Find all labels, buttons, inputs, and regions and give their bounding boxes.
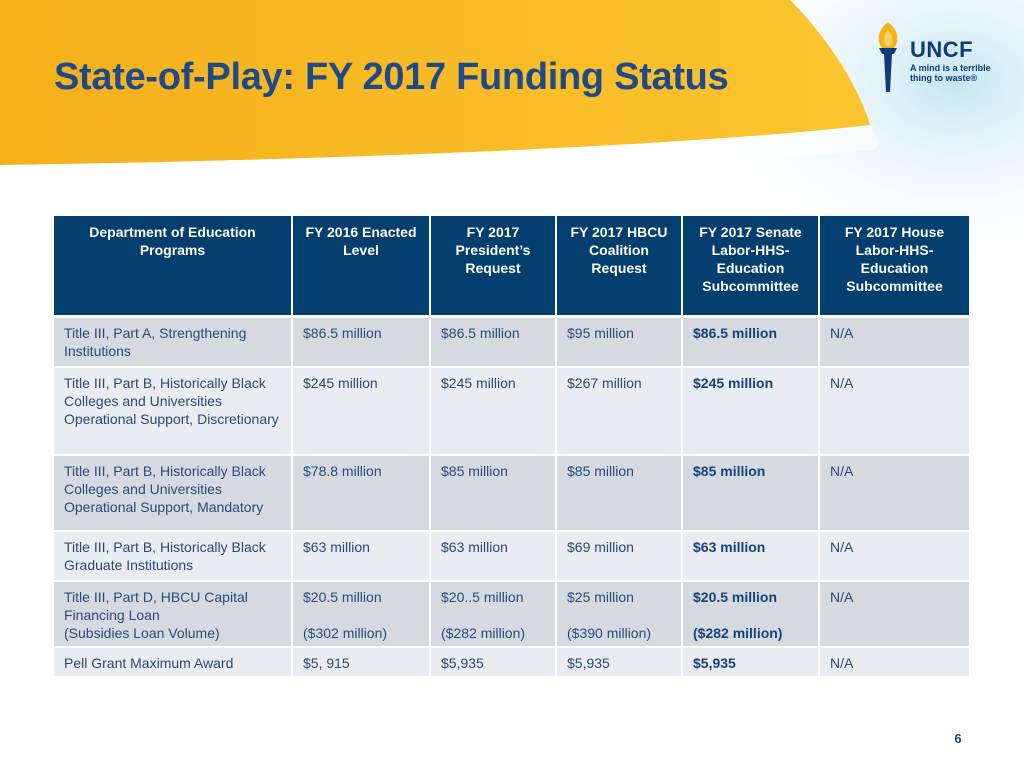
table-header-row: [54, 216, 969, 317]
amount: $25 million: [567, 588, 634, 605]
table-row: [54, 455, 969, 531]
president-cell: $85 million: [430, 455, 556, 531]
fy2016-cell: $86.5 million: [292, 317, 430, 367]
loan-volume: ($282 million): [693, 624, 783, 641]
senate-cell: [682, 581, 819, 647]
president-cell: [430, 581, 556, 647]
president-cell: $5,935: [430, 647, 556, 677]
header-house: FY 2017 House Labor-HHS-Education Subcommittee: [819, 216, 969, 317]
page-title: State-of-Play: FY 2017 Funding Status: [54, 56, 729, 98]
program-subline: (Subsidies Loan Volume): [64, 624, 220, 641]
amount: $20..5 million: [441, 588, 524, 605]
president-cell: $245 million: [430, 367, 556, 455]
fy2016-cell: $63 million: [292, 531, 430, 581]
fy2016-cell: $5, 915: [292, 647, 430, 677]
logo-name: UNCF: [910, 37, 974, 62]
hbcu-cell: $5,935: [556, 647, 682, 677]
header-president: FY 2017 President’s Request: [430, 216, 556, 317]
fy2016-cell: [292, 581, 430, 647]
president-cell: $86.5 million: [430, 317, 556, 367]
house-cell: N/A: [819, 647, 969, 677]
senate-cell: $245 million: [682, 367, 819, 455]
senate-cell: $5,935: [682, 647, 819, 677]
table-row: [54, 647, 969, 677]
fy2016-cell: $245 million: [292, 367, 430, 455]
header-hbcu: FY 2017 HBCU Coalition Request: [556, 216, 682, 317]
program-cell: Title III, Part B, Historically Black Colleges and Universities Operational Support, Discretionary: [54, 367, 292, 455]
house-cell: N/A: [819, 455, 969, 531]
loan-volume: ($282 million): [441, 624, 526, 641]
hbcu-cell: $85 million: [556, 455, 682, 531]
program-line: Title III, Part D, HBCU Capital Financing Loan: [64, 588, 248, 623]
torch-icon: [870, 18, 906, 98]
senate-cell: $63 million: [682, 531, 819, 581]
header-fy2016: FY 2016 Enacted Level: [292, 216, 430, 317]
table-row: [54, 367, 969, 455]
table-row: [54, 531, 969, 581]
program-cell: Title III, Part B, Historically Black Graduate Institutions: [54, 531, 292, 581]
program-cell: Pell Grant Maximum Award: [54, 647, 292, 677]
senate-cell: $85 million: [682, 455, 819, 531]
fy2016-cell: $78.8 million: [292, 455, 430, 531]
loan-volume: ($390 million): [567, 624, 652, 641]
header-senate: FY 2017 Senate Labor-HHS-Education Subcommittee: [682, 216, 819, 317]
house-cell: N/A: [819, 581, 969, 647]
hbcu-cell: $95 million: [556, 317, 682, 367]
house-cell: N/A: [819, 317, 969, 367]
header-programs: Department of Education Programs: [54, 216, 292, 317]
hbcu-cell: [556, 581, 682, 647]
loan-volume: ($302 million): [303, 624, 388, 641]
logo-tagline: A mind is a terrible thing to waste®: [910, 63, 991, 83]
hbcu-cell: $69 million: [556, 531, 682, 581]
house-cell: N/A: [819, 531, 969, 581]
table-row: [54, 581, 969, 647]
hbcu-cell: $267 million: [556, 367, 682, 455]
program-cell: Title III, Part A, Strengthening Institutions: [54, 317, 292, 367]
house-cell: N/A: [819, 367, 969, 455]
page-number: 6: [954, 731, 962, 746]
president-cell: $63 million: [430, 531, 556, 581]
program-cell: Title III, Part B, Historically Black Colleges and Universities Operational Support, Mandatory: [54, 455, 292, 531]
funding-table: [54, 216, 969, 678]
amount: $20.5 million: [693, 588, 778, 605]
amount: $20.5 million: [303, 588, 382, 605]
uncf-logo: [870, 18, 1010, 98]
program-cell: [54, 581, 292, 647]
table-row: [54, 317, 969, 367]
senate-cell: $86.5 million: [682, 317, 819, 367]
